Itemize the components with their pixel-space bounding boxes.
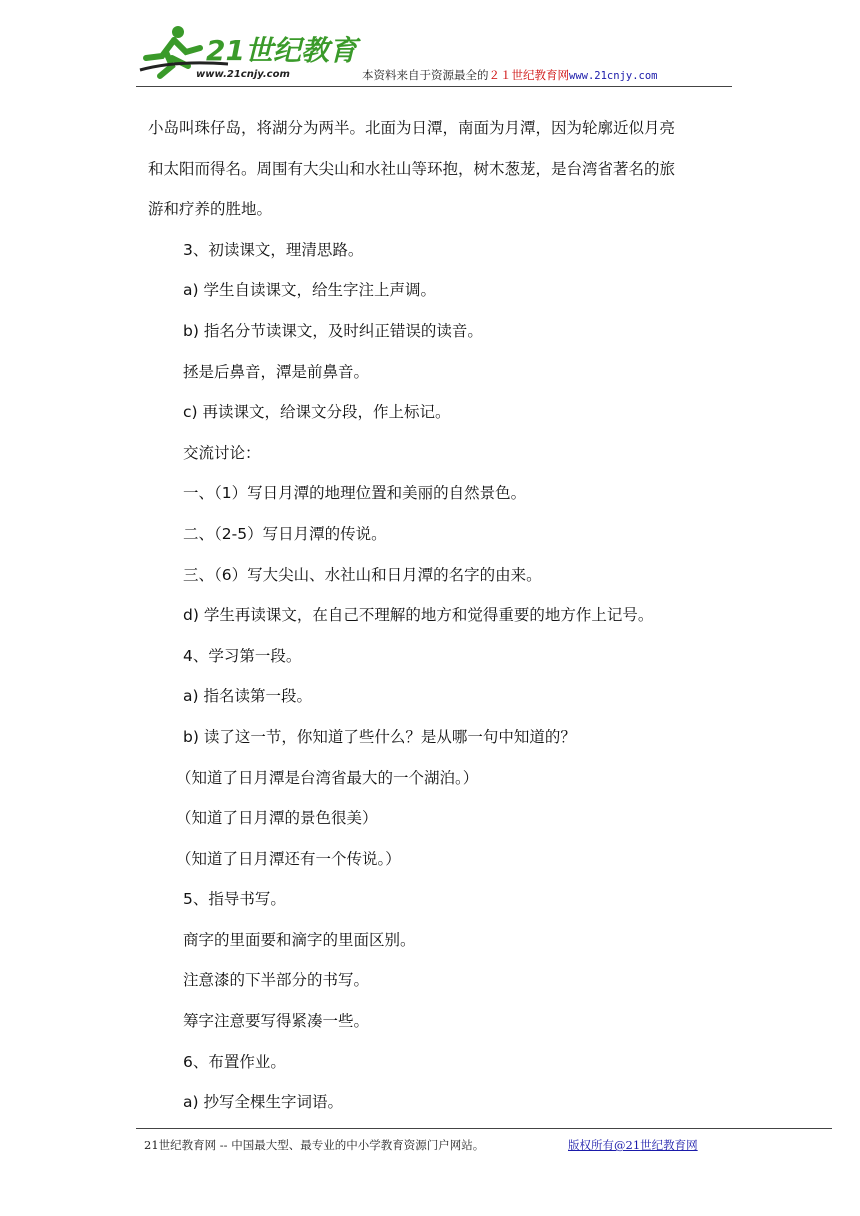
header-site-name[interactable]: ２１世纪教育网 <box>488 68 569 82</box>
body-line: 三、（6）写大尖山、水社山和日月潭的名字的由来。 <box>183 565 542 584</box>
section-heading: 5、指导书写。 <box>183 890 286 909</box>
body-line: d) 学生再读课文，在自己不理解的地方和觉得重要的地方作上记号。 <box>183 606 654 625</box>
body-line: 注意漆的下半部分的书写。 <box>183 971 370 990</box>
header-note <box>362 67 658 83</box>
section-heading: 3、初读课文，理清思路。 <box>183 240 364 259</box>
page-header <box>0 0 860 100</box>
body-line: 游和疗养的胜地。 <box>148 200 273 219</box>
footer-text: 21世纪教育网 -- 中国最大型、最专业的中小学教育资源门户网站。 <box>144 1138 485 1152</box>
body-line: 一、（1）写日月潭的地理位置和美丽的自然景色。 <box>183 484 527 503</box>
body-line: a) 指名读第一段。 <box>183 687 312 706</box>
copyright-link[interactable]: 版权所有@21世纪教育网 <box>568 1138 698 1152</box>
body-line: c) 再读课文，给课文分段，作上标记。 <box>183 403 451 422</box>
body-line: 二、（2-5）写日月潭的传说。 <box>183 524 387 543</box>
footer-divider <box>136 1128 832 1129</box>
section-heading: 4、学习第一段。 <box>183 646 302 665</box>
body-line: 交流讨论： <box>183 443 261 462</box>
document-body <box>148 108 748 1123</box>
body-line: 筹字注意要写得紧凑一些。 <box>183 1012 370 1031</box>
logo-url: www.21cnjy.com <box>196 69 290 80</box>
site-logo <box>136 22 357 84</box>
header-divider <box>136 86 732 87</box>
body-line: （知道了日月潭的景色很美） <box>176 809 378 828</box>
logo-title: 21世纪教育 <box>206 34 357 67</box>
body-line: 拯是后鼻音，潭是前鼻音。 <box>183 362 370 381</box>
section-heading: 6、布置作业。 <box>183 1052 286 1071</box>
page-footer <box>144 1137 784 1153</box>
body-line: 小岛叫珠仔岛，将湖分为两半。北面为日潭，南面为月潭，因为轮廓近似月亮 <box>148 119 676 137</box>
body-line: 商字的里面要和滴字的里面区别。 <box>183 930 416 949</box>
body-line: （知道了日月潭是台湾省最大的一个湖泊。） <box>176 768 479 787</box>
body-line: （知道了日月潭还有一个传说。） <box>176 849 401 868</box>
body-line: b) 读了这一节，你知道了些什么？是从哪一句中知道的？ <box>183 727 576 746</box>
body-line: a) 抄写全棵生字词语。 <box>183 1093 343 1112</box>
body-line: 和太阳而得名。周围有大尖山和水社山等环抱，树木葱茏，是台湾省著名的旅 <box>148 159 676 178</box>
body-line: a) 学生自读课文，给生字注上声调。 <box>183 281 436 300</box>
header-note-prefix: 本资料来自于资源最全的 <box>362 68 489 82</box>
body-line: b) 指名分节读课文，及时纠正错误的读音。 <box>183 321 483 340</box>
header-site-url[interactable]: www.21cnjy.com <box>569 70 658 82</box>
